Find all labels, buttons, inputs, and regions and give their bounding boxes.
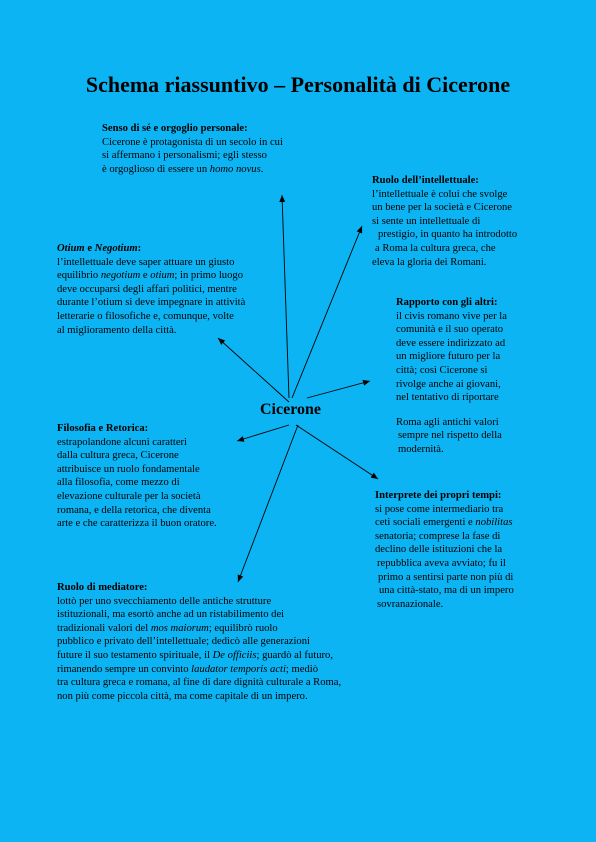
text-line: un bene per la società e Cicerone [372, 202, 513, 214]
text-line: comunità e il suo operato [396, 324, 504, 336]
text-line: si affermano i personalismi; egli stesso [102, 150, 267, 162]
text-line: lottò per uno svecchiamento delle antiche strutture [57, 595, 272, 607]
text-line: primo a sentirsi parte non più di [378, 571, 514, 583]
text-line: Cicerone è protagonista di un secolo in cui [102, 136, 283, 148]
text-line: eleva la gloria dei Romani. [372, 256, 487, 268]
text-line: declino delle istituzioni che la [375, 544, 503, 556]
text-line: Roma agli antichi valori [396, 416, 499, 428]
text-line: elevazione culturale per la società [57, 490, 201, 502]
text-line: una città-stato, ma di un impero [379, 585, 514, 597]
text-line: sempre nel rispetto della [398, 430, 502, 442]
text-line: equilibrio negotium e otium; in primo luogo [57, 270, 243, 282]
text-line: pubblico e privato dell’intellettuale; dedicò alle generazioni [57, 636, 310, 648]
box-otium-negotium [57, 242, 245, 337]
text-line: al miglioramento della città. [57, 324, 177, 336]
text-line: non più come piccola città, ma come capitale di un impero. [57, 690, 308, 702]
box-rapporto-altri [396, 296, 507, 457]
text-line: tra cultura greca e romana, al fine di dare dignità culturale a Roma, [57, 677, 342, 689]
arrow-to-mediatore [238, 425, 298, 582]
box-ruolo-mediatore [57, 581, 341, 703]
text-line: città; così Cicerone si [396, 364, 488, 376]
text-line: si pose come intermediario tra [375, 503, 504, 515]
text-line: alla filosofia, come mezzo di [57, 477, 180, 489]
text-line: prestigio, in quanto ha introdotto [378, 229, 518, 241]
heading-otium-negotium: Otium e Negotium: [57, 243, 142, 254]
text-line: durante l’otium si deve impegnare in attività [57, 297, 246, 309]
text-line: deve occuparsi degli affari politici, mentre [57, 283, 237, 295]
text-line: attribuisce un ruolo fondamentale [57, 463, 200, 475]
box-interprete-tempi [375, 489, 514, 611]
text-line: è orgoglioso di essere un homo novus. [102, 163, 264, 175]
arrow-to-rapporto [307, 381, 370, 398]
heading-rapporto: Rapporto con gli altri: [396, 297, 498, 308]
heading-ruolo-intellettuale: Ruolo dell’intellettuale: [372, 175, 479, 186]
heading-interprete: Interprete dei propri tempi: [375, 490, 502, 501]
box-ruolo-intellettuale [372, 174, 517, 269]
box-filosofia-retorica [57, 422, 217, 531]
text-line: repubblica aveva avviato; fu il [377, 557, 506, 569]
arrow-to-interprete [296, 425, 378, 479]
text-line: rimanendo sempre un convinto laudator temporis acti; mediò [57, 663, 318, 675]
heading-filosofia: Filosofia e Retorica: [57, 423, 149, 434]
text-line: l’intellettuale deve saper attuare un giusto [57, 256, 235, 268]
text-line: sovranazionale. [377, 598, 444, 610]
arrow-to-filosofia [237, 425, 289, 441]
text-line: il civis romano vive per la [396, 310, 507, 322]
page-title: Schema riassuntivo – Personalità di Cicerone [85, 72, 511, 97]
text-line: deve essere indirizzato ad [396, 337, 506, 349]
term-homo-novus: homo novus [209, 163, 261, 175]
box-senso-di-se [102, 122, 283, 176]
text-line: un migliore futuro per la [396, 351, 501, 363]
center-node-cicerone: Cicerone [260, 401, 322, 418]
text-line: a Roma la cultura greca, che [375, 242, 496, 254]
text-line: ceti sociali emergenti e nobilitas [375, 517, 513, 529]
text-line: modernità. [398, 443, 444, 455]
text-line: si sente un intellettuale di [372, 215, 481, 227]
text-line: future il suo testamento spirituale, il De officiis; guardò al futuro, [57, 649, 333, 661]
text-line: arte e che caratterizza il buon oratore. [57, 518, 217, 530]
heading-senso: Senso di sé e orgoglio personale: [102, 123, 248, 134]
heading-mediatore: Ruolo di mediatore: [57, 582, 148, 593]
arrow-to-ruolo-intellettuale [292, 226, 362, 398]
arrow-to-otium [218, 338, 289, 402]
text-line: letterarie o filosofiche e, comunque, volte [57, 310, 234, 322]
arrow-to-senso [282, 195, 289, 398]
text-line: nel tentativo di riportare [396, 392, 499, 404]
text-line: senatoria; comprese la fase di [375, 530, 501, 542]
text-line: rivolge anche ai giovani, [396, 378, 501, 390]
text-line: l’intellettuale è colui che svolge [372, 188, 508, 200]
text-line: istituzionali, ma esortò anche ad un ristabilimento dei [57, 609, 285, 621]
text-line: tradizionali valori del mos maiorum; equilibrò ruolo [57, 622, 278, 634]
text-line: romana, e della retorica, che diventa [57, 504, 211, 516]
text-line: dalla cultura greca, Cicerone [57, 450, 179, 462]
text-line: estrapolandone alcuni caratteri [57, 436, 188, 448]
